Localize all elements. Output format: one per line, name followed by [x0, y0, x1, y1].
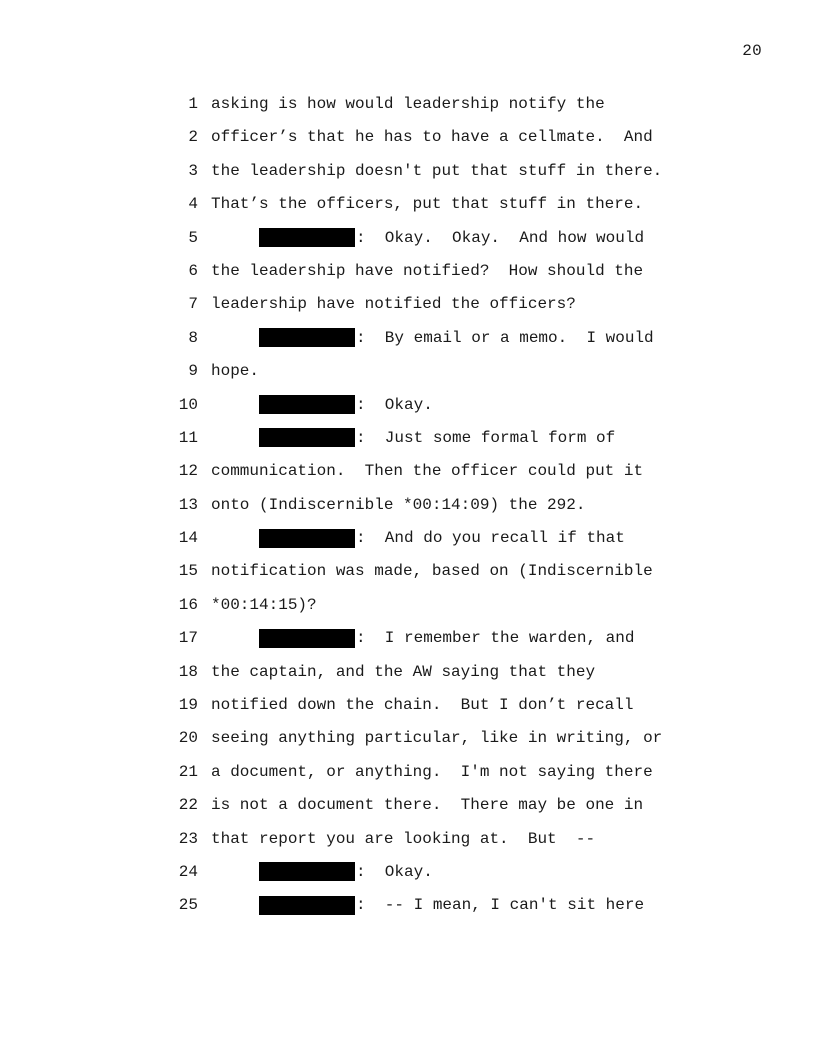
transcript-line: [0, 125, 816, 158]
speaker-turn: [259, 426, 615, 450]
line-text: a document, or anything. I'm not saying there: [211, 762, 653, 781]
line-number: 23: [178, 829, 198, 848]
line-number: 24: [178, 862, 198, 881]
redacted-speaker-name: [259, 862, 355, 881]
speaker-turn: [259, 893, 644, 917]
redacted-speaker-name: [259, 629, 355, 648]
line-text: notification was made, based on (Indiscernible: [211, 562, 653, 581]
line-text: leadership have notified the officers?: [211, 295, 576, 314]
line-number: 14: [178, 529, 198, 548]
line-number: 21: [178, 762, 198, 781]
transcript-line: [0, 459, 816, 492]
transcript-line: [0, 526, 816, 559]
transcript-line: [0, 793, 816, 826]
redacted-speaker-name: [259, 428, 355, 447]
line-number: 7: [188, 295, 198, 314]
redacted-speaker-name: [259, 395, 355, 414]
line-number: 1: [188, 95, 198, 113]
redacted-speaker-name: [259, 328, 355, 347]
transcript-line: [0, 726, 816, 759]
line-number: 19: [178, 696, 198, 715]
speaker-turn: [259, 860, 433, 884]
transcript-line: [0, 827, 816, 860]
spoken-text: : Okay.: [356, 395, 433, 414]
spoken-text: : -- I mean, I can't sit here: [356, 896, 645, 915]
line-text: officer’s that he has to have a cellmate. And: [211, 128, 653, 147]
transcript-line: [0, 259, 816, 292]
line-text: seeing anything particular, like in writing, or: [211, 729, 663, 748]
speaker-turn: [259, 526, 625, 550]
line-number: 20: [178, 729, 198, 748]
transcript-line: [0, 693, 816, 726]
line-number: 13: [178, 495, 198, 514]
transcript-line: [0, 860, 816, 893]
line-text: the captain, and the AW saying that they: [211, 662, 596, 681]
line-number: 3: [188, 161, 198, 180]
line-number: 2: [188, 128, 198, 147]
line-number: 12: [178, 462, 198, 481]
line-number: 10: [178, 395, 198, 414]
transcript-line: [0, 660, 816, 693]
speaker-turn: [259, 393, 433, 417]
line-text: is not a document there. There may be one in: [211, 796, 644, 815]
speaker-turn: [259, 626, 634, 650]
page-number: 20: [742, 42, 762, 60]
spoken-text: : Just some formal form of: [356, 428, 616, 447]
speaker-turn: [259, 226, 644, 250]
line-number: 18: [178, 662, 198, 681]
line-number: 9: [188, 362, 198, 381]
transcript-line: [0, 760, 816, 793]
redacted-speaker-name: [259, 228, 355, 247]
line-number: 16: [178, 595, 198, 614]
line-text: That’s the officers, put that stuff in there.: [211, 195, 644, 214]
line-text: the leadership have notified? How should the: [211, 261, 644, 280]
line-text: communication. Then the officer could put it: [211, 462, 644, 481]
transcript-line: [0, 393, 816, 426]
transcript-line: [0, 192, 816, 225]
spoken-text: : And do you recall if that: [356, 529, 625, 548]
spoken-text: : Okay. Okay. And how would: [356, 228, 645, 247]
line-text: onto (Indiscernible *00:14:09) the 292.: [211, 495, 586, 514]
transcript-line: [0, 493, 816, 526]
line-text: the leadership doesn't put that stuff in there.: [211, 161, 663, 180]
spoken-text: : By email or a memo. I would: [356, 328, 654, 347]
line-number: 4: [188, 195, 198, 214]
line-number: 11: [178, 428, 198, 447]
transcript-line: [0, 426, 816, 459]
spoken-text: : Okay.: [356, 862, 433, 881]
transcript-line: [0, 559, 816, 592]
line-text: that report you are looking at. But --: [211, 829, 596, 848]
speaker-turn: [259, 326, 654, 350]
line-number: 8: [188, 328, 198, 347]
line-number: 5: [188, 228, 198, 247]
line-text: asking is how would leadership notify the: [211, 95, 605, 113]
redacted-speaker-name: [259, 529, 355, 548]
transcript-line: [0, 226, 816, 259]
transcript-line: [0, 159, 816, 192]
transcript-body: [0, 92, 816, 927]
line-number: 22: [178, 796, 198, 815]
line-number: 25: [178, 896, 198, 915]
redacted-speaker-name: [259, 896, 355, 915]
line-number: 6: [188, 261, 198, 280]
transcript-line: [0, 593, 816, 626]
line-number: 15: [178, 562, 198, 581]
transcript-line: [0, 626, 816, 659]
transcript-line: [0, 92, 816, 125]
transcript-line: [0, 326, 816, 359]
spoken-text: : I remember the warden, and: [356, 629, 635, 648]
line-number: 17: [178, 629, 198, 648]
line-text: notified down the chain. But I don’t recall: [211, 696, 634, 715]
transcript-line: [0, 893, 816, 926]
line-text: hope.: [211, 362, 260, 381]
transcript-line: [0, 292, 816, 325]
transcript-line: [0, 359, 816, 392]
line-text: *00:14:15)?: [211, 595, 317, 614]
